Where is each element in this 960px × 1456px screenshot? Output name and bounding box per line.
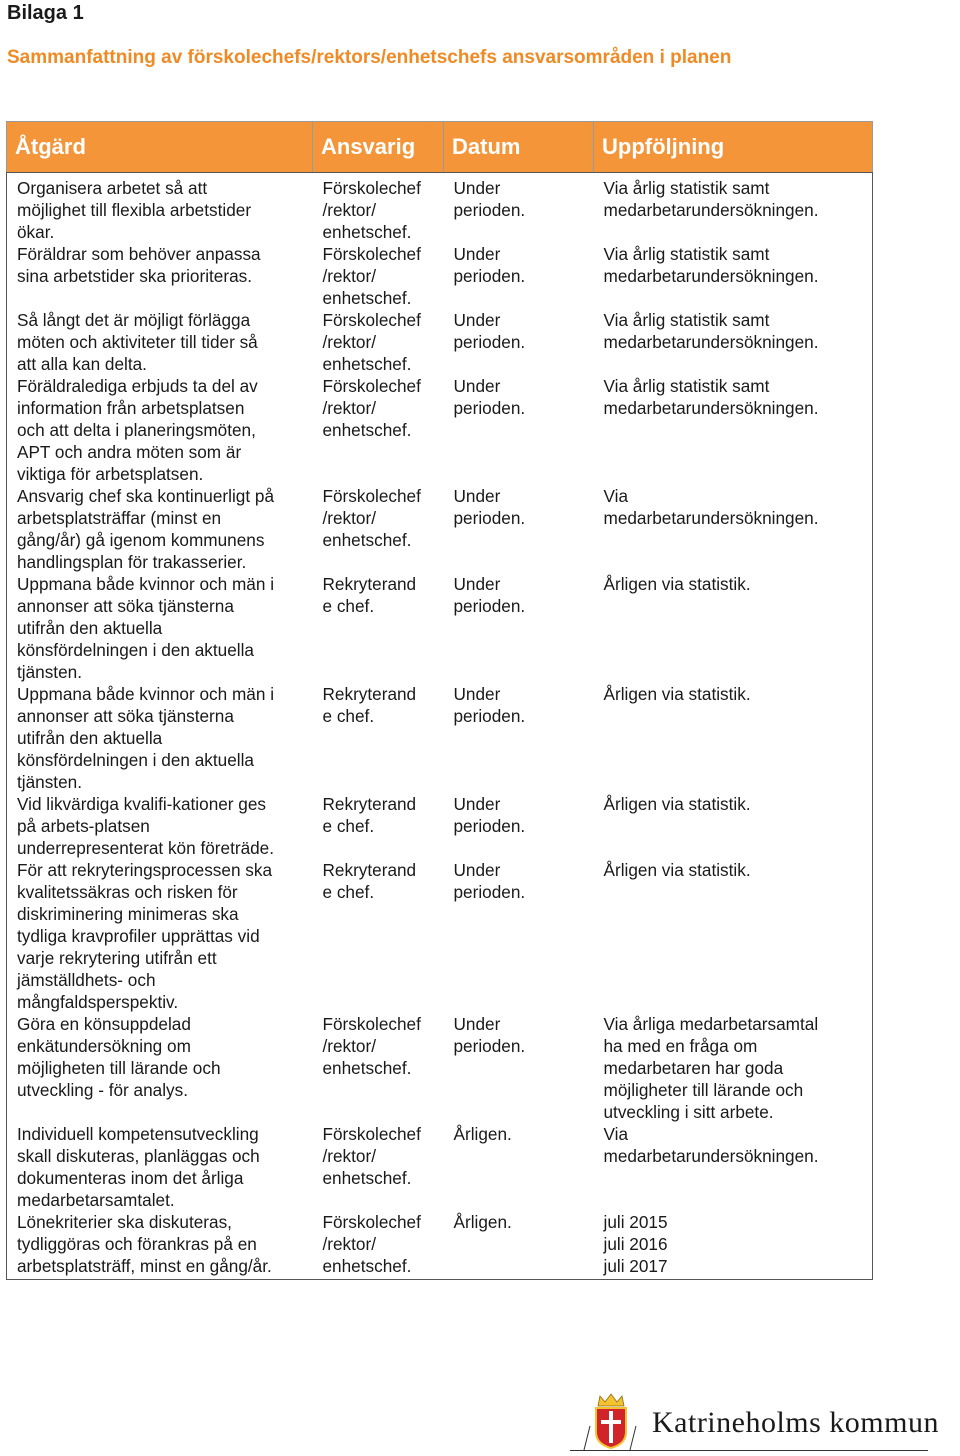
table-row [7, 1211, 873, 1280]
cell-datum-text: Under perioden. [453, 486, 526, 528]
cell-atgard-text: Så långt det är möjligt förlägga möten och aktiviteter till tider så att alla kan delta. [17, 310, 258, 374]
table-row [7, 793, 873, 859]
cell-atgard-text: Uppmana både kvinnor och män i annonser att söka tjänsterna utifrån den aktuella könsfördelningen i den aktuella tjänsten. [17, 574, 275, 682]
cell-datum [444, 1211, 594, 1280]
cell-ansvarig [313, 1013, 444, 1123]
cell-uppfoljning [594, 859, 873, 1013]
cell-datum [444, 1013, 594, 1123]
cell-atgard [7, 793, 313, 859]
cell-ansvarig [313, 683, 444, 793]
logo-underline [570, 1450, 928, 1451]
cell-atgard [7, 173, 313, 244]
cell-atgard-text: Föräldrar som behöver anpassa sina arbetstider ska prioriteras. [17, 244, 261, 286]
cell-atgard [7, 309, 313, 375]
cell-datum [444, 243, 594, 309]
cell-datum [444, 683, 594, 793]
cell-datum-text: Under perioden. [453, 574, 526, 616]
table-row [7, 173, 873, 244]
cell-uppfoljning-text: Via medarbetarundersökningen. [603, 1124, 819, 1166]
table-row [7, 573, 873, 683]
cell-ansvarig-text: Förskolechef /rektor/ enhetschef. [322, 1212, 421, 1276]
cell-datum [444, 309, 594, 375]
cell-ansvarig [313, 1123, 444, 1211]
cell-datum [444, 375, 594, 485]
cell-datum [444, 173, 594, 244]
cell-ansvarig [313, 1211, 444, 1280]
cell-uppfoljning-text: Via årlig statistik samt medarbetarundersökningen. [603, 310, 819, 352]
cell-atgard-text: Föräldralediga erbjuds ta del av information från arbetsplatsen och att delta i planeringsmöten, APT och andra möten som är viktiga för arbetsplatsen. [17, 376, 258, 484]
cell-atgard [7, 683, 313, 793]
cell-datum-text: Under perioden. [453, 684, 526, 726]
cell-uppfoljning-text: Via årliga medarbetarsamtal ha med en fråga om medarbetaren har goda möjligheter till lärande och utveckling i sitt arbete. [603, 1014, 819, 1122]
responsibility-table [6, 121, 873, 1280]
cell-datum [444, 485, 594, 573]
cell-atgard-text: Ansvarig chef ska kontinuerligt på arbetsplatsträffar (minst en gång/år) gå igenom kommunens handlingsplan för trakasserier. [17, 486, 274, 572]
cell-uppfoljning-text: Årligen via statistik. [603, 860, 751, 880]
cell-ansvarig-text: Förskolechef /rektor/ enhetschef. [322, 1014, 421, 1078]
cell-ansvarig-text: Rekryterand e chef. [322, 860, 417, 902]
appendix-label: Bilaga 1 [7, 2, 84, 24]
cell-datum [444, 859, 594, 1013]
table-row [7, 243, 873, 309]
cell-atgard-text: Individuell kompetensutveckling skall diskuteras, planläggas och dokumenteras inom det årliga medarbetarsamtalet. [17, 1124, 260, 1210]
cell-ansvarig [313, 485, 444, 573]
municipality-logo [570, 1392, 939, 1452]
cell-datum-text: Under perioden. [453, 376, 526, 418]
cell-datum-text: Under perioden. [453, 178, 526, 220]
cell-uppfoljning-text: Årligen via statistik. [603, 794, 751, 814]
cell-ansvarig [313, 375, 444, 485]
cell-datum-text: Under perioden. [453, 860, 526, 902]
cell-atgard-text: Organisera arbetet så att möjlighet till flexibla arbetstider ökar. [17, 178, 252, 242]
cell-atgard [7, 485, 313, 573]
cell-ansvarig-text: Rekryterand e chef. [322, 574, 417, 616]
cell-ansvarig [313, 793, 444, 859]
cell-ansvarig-text: Förskolechef /rektor/ enhetschef. [322, 376, 421, 440]
column-header-uppfoljning: Uppföljning [594, 122, 873, 173]
logo-text: Katrineholms kommun [652, 1406, 939, 1439]
cell-ansvarig-text: Förskolechef /rektor/ enhetschef. [322, 486, 421, 550]
cell-uppfoljning [594, 793, 873, 859]
column-header-ansvarig: Ansvarig [313, 122, 444, 173]
coat-of-arms-icon [570, 1392, 640, 1452]
table-row [7, 309, 873, 375]
cell-ansvarig-text: Förskolechef /rektor/ enhetschef. [322, 244, 421, 308]
cell-datum [444, 1123, 594, 1211]
cell-uppfoljning [594, 243, 873, 309]
table-row [7, 375, 873, 485]
cell-uppfoljning [594, 485, 873, 573]
cell-atgard-text: Uppmana både kvinnor och män i annonser att söka tjänsterna utifrån den aktuella könsfördelningen i den aktuella tjänsten. [17, 684, 275, 792]
cell-ansvarig [313, 859, 444, 1013]
cell-ansvarig [313, 309, 444, 375]
cell-datum-text: Årligen. [453, 1212, 512, 1232]
cell-atgard [7, 859, 313, 1013]
cell-atgard-text: Göra en könsuppdelad enkätundersökning om möjligheten till lärande och utveckling - för analys. [17, 1014, 221, 1100]
cell-atgard [7, 375, 313, 485]
cell-uppfoljning-text: Via årlig statistik samt medarbetarundersökningen. [603, 178, 819, 220]
cell-datum-text: Under perioden. [453, 244, 526, 286]
table-row [7, 859, 873, 1013]
cell-datum-text: Under perioden. [453, 794, 526, 836]
cell-uppfoljning-text: Via årlig statistik samt medarbetarundersökningen. [603, 244, 819, 286]
cell-atgard [7, 243, 313, 309]
cell-datum-text: Under perioden. [453, 1014, 526, 1056]
cell-ansvarig-text: Rekryterand e chef. [322, 684, 417, 726]
cell-atgard [7, 1211, 313, 1280]
cell-uppfoljning-text: juli 2015 juli 2016 juli 2017 [603, 1212, 668, 1276]
table-row [7, 683, 873, 793]
cell-uppfoljning-text: Via medarbetarundersökningen. [603, 486, 819, 528]
cell-ansvarig [313, 243, 444, 309]
cell-uppfoljning [594, 173, 873, 244]
cell-datum-text: Under perioden. [453, 310, 526, 352]
cell-ansvarig-text: Rekryterand e chef. [322, 794, 417, 836]
table-row [7, 1123, 873, 1211]
cell-ansvarig [313, 573, 444, 683]
cell-atgard [7, 1123, 313, 1211]
cell-uppfoljning [594, 1123, 873, 1211]
cell-datum [444, 793, 594, 859]
cell-uppfoljning-text: Via årlig statistik samt medarbetarundersökningen. [603, 376, 819, 418]
column-header-atgard: Åtgärd [7, 122, 313, 173]
page-title: Sammanfattning av förskolechefs/rektors/enhetschefs ansvarsområden i planen [7, 47, 732, 68]
cell-ansvarig [313, 173, 444, 244]
cell-uppfoljning [594, 683, 873, 793]
cell-uppfoljning [594, 1211, 873, 1280]
cell-uppfoljning [594, 375, 873, 485]
cell-atgard-text: Lönekriterier ska diskuteras, tydliggöras och förankras på en arbetsplatsträff, minst en gång/år. [17, 1212, 272, 1276]
cell-uppfoljning [594, 1013, 873, 1123]
cell-atgard [7, 1013, 313, 1123]
cell-atgard-text: Vid likvärdiga kvalifi-kationer ges på arbets-platsen underrepresenterat kön företräde. [17, 794, 275, 858]
table-row [7, 485, 873, 573]
cell-atgard-text: För att rekryteringsprocessen ska kvalitetssäkras och risken för diskriminering minimeras ska tydliga kravprofiler upprättas vid varje rekrytering utifrån ett jämställdhets- och mångfaldsperspektiv. [17, 860, 273, 1012]
cell-uppfoljning-text: Årligen via statistik. [603, 684, 751, 704]
cell-uppfoljning-text: Årligen via statistik. [603, 574, 751, 594]
column-header-datum: Datum [444, 122, 594, 173]
cell-uppfoljning [594, 573, 873, 683]
cell-atgard [7, 573, 313, 683]
cell-ansvarig-text: Förskolechef /rektor/ enhetschef. [322, 1124, 421, 1188]
cell-ansvarig-text: Förskolechef /rektor/ enhetschef. [322, 310, 421, 374]
cell-uppfoljning [594, 309, 873, 375]
cell-ansvarig-text: Förskolechef /rektor/ enhetschef. [322, 178, 421, 242]
cell-datum-text: Årligen. [453, 1124, 512, 1144]
cell-datum [444, 573, 594, 683]
table-header-row [7, 122, 873, 173]
table-row [7, 1013, 873, 1123]
